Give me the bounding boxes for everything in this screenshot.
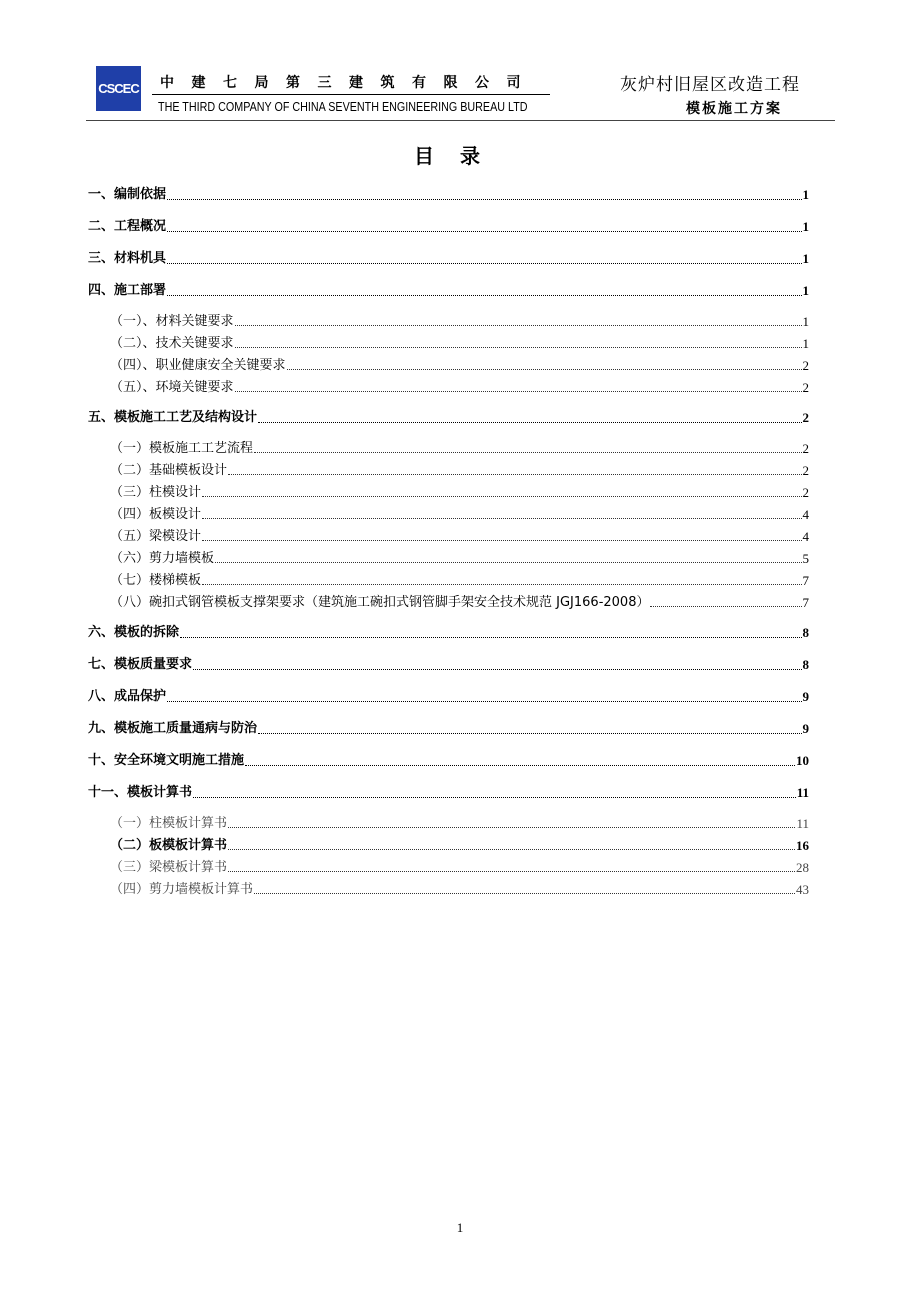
toc-entry[interactable] [88, 548, 809, 570]
toc-entry-page: 4 [802, 507, 809, 522]
project-name: 灰炉村旧屋区改造工程 [620, 75, 800, 95]
toc-dot-leader [228, 849, 795, 850]
toc-entry[interactable] [88, 211, 809, 243]
toc-dot-leader [215, 562, 801, 563]
toc-dot-leader [202, 584, 801, 585]
toc-entry-page: 11 [796, 785, 809, 800]
toc-entry-page: 2 [802, 410, 809, 425]
toc-entry-page: 9 [802, 689, 809, 704]
toc-entry-page: 2 [802, 380, 809, 395]
toc-entry[interactable] [88, 526, 809, 548]
toc-entry-page: 43 [796, 882, 809, 897]
toc-entry-label: （三）柱模设计 [110, 485, 202, 500]
toc-entry-label: （二）、技术关键要求 [110, 336, 234, 351]
toc-dot-leader [258, 422, 801, 423]
toc-entry[interactable] [88, 570, 809, 592]
toc-entry-page: 1 [802, 336, 809, 351]
toc-entry-page: 28 [796, 860, 809, 875]
toc-entry-page: 11 [796, 816, 809, 831]
toc-entry-page: 10 [796, 753, 809, 768]
document-type: 模板施工方案 [686, 101, 782, 117]
toc-entry-page: 2 [802, 441, 809, 456]
toc-entry-label: （四）、职业健康安全关键要求 [110, 358, 286, 373]
toc-dot-leader [167, 263, 801, 264]
logo-text: CSCEC [98, 81, 139, 96]
toc-entry-page: 8 [802, 625, 809, 640]
toc-entry[interactable] [88, 438, 809, 460]
toc-entry[interactable] [88, 504, 809, 526]
toc-entry[interactable] [88, 402, 809, 434]
toc-entry-page: 7 [802, 595, 809, 610]
toc-entry-label: （四）剪力墙模板计算书 [110, 882, 254, 897]
toc-entry-label: （六）剪力墙模板 [110, 551, 215, 566]
toc-dot-leader [235, 391, 802, 392]
toc-entry-label: （二）板模板计算书 [110, 838, 228, 853]
toc-entry-page: 1 [802, 283, 809, 298]
toc-entry-label: 二、工程概况 [88, 219, 167, 234]
toc-entry-page: 2 [802, 358, 809, 373]
toc-entry-label: （七）楼梯模板 [110, 573, 202, 588]
toc-entry[interactable] [88, 879, 809, 901]
toc-entry-page: 7 [802, 573, 809, 588]
toc-entry-label: （一）柱模板计算书 [110, 816, 228, 831]
toc-dot-leader [254, 893, 795, 894]
page-number: 1 [456, 1220, 464, 1235]
toc-subsection-group [88, 311, 809, 399]
company-name-en: THE THIRD COMPANY OF CHINA SEVENTH ENGINEERING BUREAU LTD [158, 100, 528, 114]
toc-entry[interactable] [88, 835, 809, 857]
toc-dot-leader [180, 637, 801, 638]
toc-dot-leader [650, 606, 801, 607]
toc-title: 目录 [414, 144, 506, 168]
header-rule [86, 120, 835, 121]
toc-dot-leader [228, 474, 801, 475]
toc-entry-label: 九、模板施工质量通病与防治 [88, 721, 258, 736]
toc-entry-page: 5 [802, 551, 809, 566]
company-logo [96, 66, 141, 111]
table-of-contents [88, 179, 809, 904]
toc-dot-leader [245, 765, 795, 766]
toc-dot-leader [167, 231, 801, 232]
toc-entry-page: 2 [802, 485, 809, 500]
toc-entry[interactable] [88, 857, 809, 879]
toc-entry[interactable] [88, 813, 809, 835]
toc-dot-leader [167, 701, 801, 702]
toc-entry-label: 一、编制依据 [88, 187, 167, 202]
toc-dot-leader [254, 452, 801, 453]
toc-entry-page: 1 [802, 219, 809, 234]
toc-entry[interactable] [88, 377, 809, 399]
toc-entry-label: 五、模板施工工艺及结构设计 [88, 410, 258, 425]
toc-entry-page: 1 [802, 314, 809, 329]
toc-entry-label: 十、安全环境文明施工措施 [88, 753, 245, 768]
toc-entry-label: 六、模板的拆除 [88, 625, 180, 640]
toc-entry[interactable] [88, 333, 809, 355]
toc-dot-leader [193, 669, 801, 670]
toc-entry-page: 1 [802, 187, 809, 202]
toc-entry[interactable] [88, 681, 809, 713]
toc-dot-leader [193, 797, 796, 798]
toc-dot-leader [228, 871, 795, 872]
toc-entry-label: （二）基础模板设计 [110, 463, 228, 478]
header-name-divider [152, 94, 550, 95]
toc-entry-label: （五）梁模设计 [110, 529, 202, 544]
toc-subsection-group [88, 813, 809, 901]
toc-entry[interactable] [88, 243, 809, 275]
toc-entry-label: 四、施工部署 [88, 283, 167, 298]
toc-entry-page: 2 [802, 463, 809, 478]
toc-entry[interactable] [88, 592, 809, 614]
toc-subsection-group [88, 438, 809, 614]
toc-dot-leader [235, 347, 802, 348]
toc-entry-page: 4 [802, 529, 809, 544]
toc-entry-label: （一）模板施工工艺流程 [110, 441, 254, 456]
toc-entry[interactable] [88, 275, 809, 307]
toc-entry-label: 三、材料机具 [88, 251, 167, 266]
toc-entry[interactable] [88, 713, 809, 745]
toc-entry[interactable] [88, 355, 809, 377]
toc-entry[interactable] [88, 311, 809, 333]
toc-entry-label: （四）板模设计 [110, 507, 202, 522]
toc-entry-page: 8 [802, 657, 809, 672]
toc-entry[interactable] [88, 745, 809, 777]
toc-dot-leader [202, 540, 801, 541]
toc-entry-page: 16 [796, 838, 809, 853]
toc-dot-leader [167, 295, 801, 296]
toc-entry-label: （一）、材料关键要求 [110, 314, 234, 329]
toc-entry[interactable] [88, 460, 809, 482]
toc-entry[interactable] [88, 777, 809, 809]
company-name-cn: 中建七局第三建筑有限公司 [160, 75, 538, 91]
toc-entry[interactable] [88, 179, 809, 211]
toc-entry-label: （五）、环境关键要求 [110, 380, 234, 395]
toc-entry-label: 八、成品保护 [88, 689, 167, 704]
toc-entry-label: （八）碗扣式钢管模板支撑架要求（建筑施工碗扣式钢管脚手架安全技术规范 JGJ166-2008） [110, 595, 650, 610]
toc-entry[interactable] [88, 482, 809, 504]
toc-dot-leader [167, 199, 801, 200]
toc-entry[interactable] [88, 649, 809, 681]
toc-dot-leader [202, 496, 801, 497]
toc-dot-leader [202, 518, 801, 519]
toc-entry-label: 十一、模板计算书 [88, 785, 193, 800]
toc-dot-leader [228, 827, 795, 828]
toc-entry[interactable] [88, 617, 809, 649]
toc-entry-label: （三）梁模板计算书 [110, 860, 228, 875]
toc-entry-page: 9 [802, 721, 809, 736]
toc-entry-page: 1 [802, 251, 809, 266]
toc-dot-leader [287, 369, 802, 370]
toc-entry-label: 七、模板质量要求 [88, 657, 193, 672]
toc-dot-leader [235, 325, 802, 326]
toc-dot-leader [258, 733, 801, 734]
